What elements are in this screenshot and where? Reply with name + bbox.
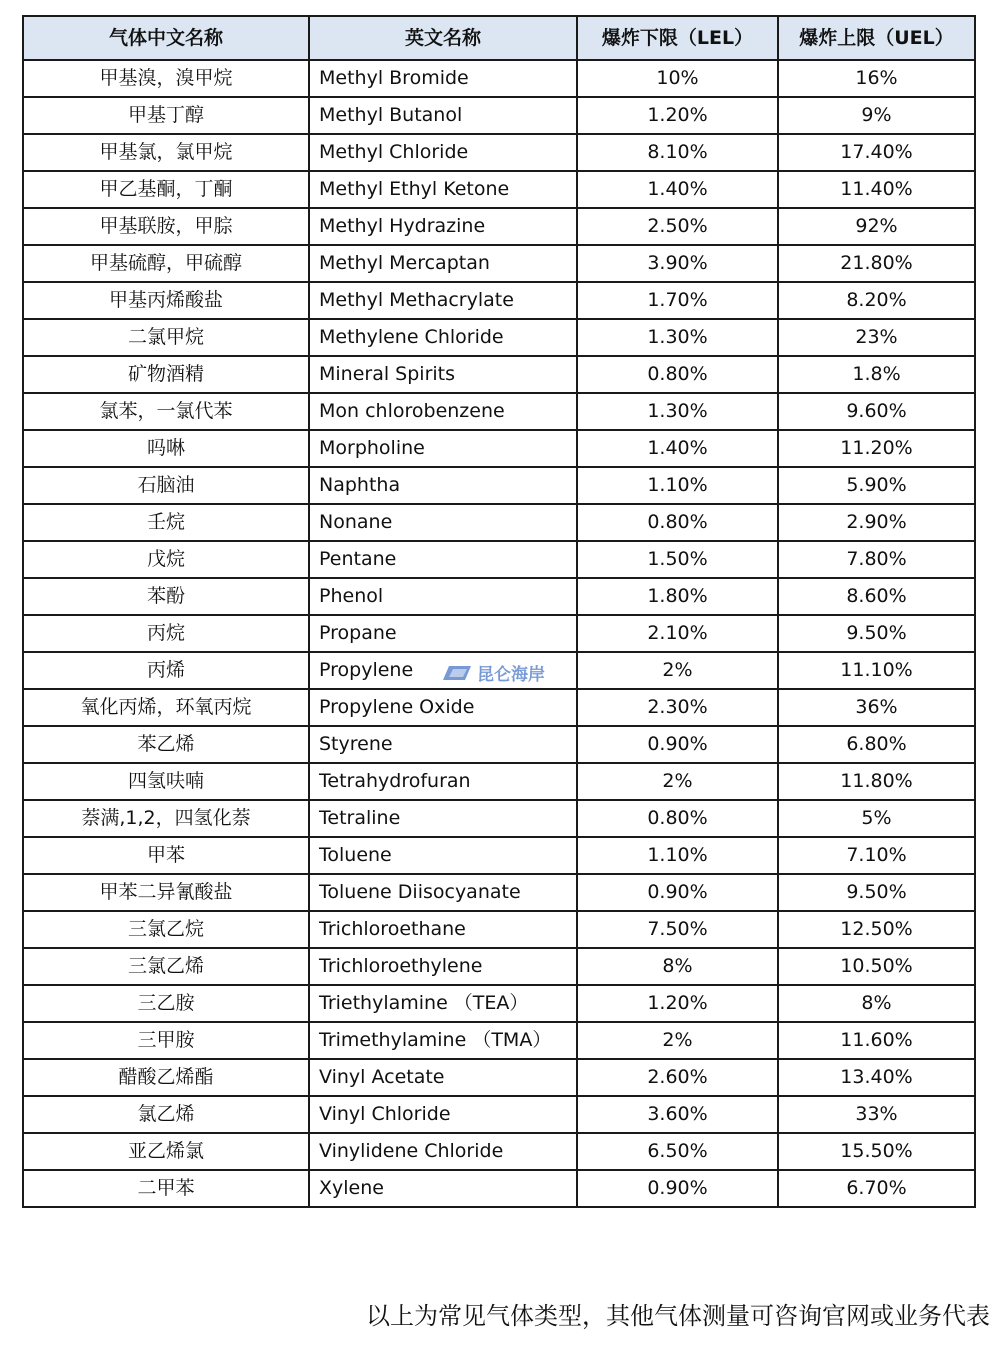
table-row <box>23 430 975 467</box>
cell-uel: 17.40% <box>778 134 975 171</box>
cell-uel: 7.80% <box>778 541 975 578</box>
cell-lel: 7.50% <box>577 911 778 948</box>
table-row <box>23 1022 975 1059</box>
cell-uel: 12.50% <box>778 911 975 948</box>
table-row <box>23 615 975 652</box>
table-row <box>23 356 975 393</box>
cell-cn-name: 丙烷 <box>23 615 309 652</box>
cell-lel: 1.30% <box>577 319 778 356</box>
watermark <box>443 660 545 685</box>
table-row <box>23 763 975 800</box>
cell-en-name: Methyl Ethyl Ketone <box>309 171 577 208</box>
cell-en-name: Propylene Oxide <box>309 689 577 726</box>
cell-lel: 3.90% <box>577 245 778 282</box>
table-row <box>23 171 975 208</box>
cell-cn-name: 亚乙烯氯 <box>23 1133 309 1170</box>
cell-uel: 9% <box>778 97 975 134</box>
cell-lel: 1.70% <box>577 282 778 319</box>
table-row <box>23 541 975 578</box>
cell-uel: 9.50% <box>778 874 975 911</box>
cell-uel: 11.10% <box>778 652 975 689</box>
cell-en-name: Propylene <box>309 652 577 689</box>
cell-lel: 0.80% <box>577 504 778 541</box>
cell-uel: 21.80% <box>778 245 975 282</box>
footer-note: 以上为常见气体类型，其他气体测量可咨询官网或业务代表 <box>366 1302 990 1330</box>
table-row <box>23 1170 975 1207</box>
table-row <box>23 504 975 541</box>
cell-uel: 8.20% <box>778 282 975 319</box>
cell-uel: 9.60% <box>778 393 975 430</box>
cell-cn-name: 丙烯 <box>23 652 309 689</box>
cell-en-name: Vinyl Chloride <box>309 1096 577 1133</box>
cell-uel: 16% <box>778 60 975 97</box>
cell-uel: 23% <box>778 319 975 356</box>
table-row <box>23 911 975 948</box>
cell-cn-name: 三乙胺 <box>23 985 309 1022</box>
cell-lel: 1.80% <box>577 578 778 615</box>
cell-cn-name: 甲乙基酮，丁酮 <box>23 171 309 208</box>
cell-en-name: Methylene Chloride <box>309 319 577 356</box>
cell-en-name: Triethylamine （TEA） <box>309 985 577 1022</box>
table-row <box>23 726 975 763</box>
cell-lel: 1.20% <box>577 97 778 134</box>
table-row <box>23 467 975 504</box>
cell-cn-name: 二甲苯 <box>23 1170 309 1207</box>
header-cn-name: 气体中文名称 <box>23 16 309 60</box>
header-en-name: 英文名称 <box>309 16 577 60</box>
cell-cn-name: 氯苯，一氯代苯 <box>23 393 309 430</box>
cell-en-name: Vinyl Acetate <box>309 1059 577 1096</box>
cell-uel: 11.20% <box>778 430 975 467</box>
cell-en-name: Methyl Butanol <box>309 97 577 134</box>
cell-uel: 9.50% <box>778 615 975 652</box>
cell-en-name: Mineral Spirits <box>309 356 577 393</box>
cell-en-name: Tetrahydrofuran <box>309 763 577 800</box>
cell-uel: 8% <box>778 985 975 1022</box>
table-row <box>23 245 975 282</box>
table-header <box>23 16 975 60</box>
cell-en-name: Xylene <box>309 1170 577 1207</box>
cell-lel: 0.80% <box>577 356 778 393</box>
cell-en-name: Vinylidene Chloride <box>309 1133 577 1170</box>
cell-uel: 6.70% <box>778 1170 975 1207</box>
cell-en-name: Toluene Diisocyanate <box>309 874 577 911</box>
cell-lel: 1.20% <box>577 985 778 1022</box>
table-row <box>23 208 975 245</box>
cell-lel: 1.40% <box>577 430 778 467</box>
cell-uel: 8.60% <box>778 578 975 615</box>
cell-en-name: Propane <box>309 615 577 652</box>
cell-en-name: Pentane <box>309 541 577 578</box>
cell-cn-name: 三氯乙烷 <box>23 911 309 948</box>
cell-cn-name: 甲苯 <box>23 837 309 874</box>
table-row <box>23 282 975 319</box>
cell-cn-name: 氯乙烯 <box>23 1096 309 1133</box>
cell-en-name: Tetraline <box>309 800 577 837</box>
cell-lel: 3.60% <box>577 1096 778 1133</box>
cell-cn-name: 甲基硫醇，甲硫醇 <box>23 245 309 282</box>
cell-lel: 2% <box>577 763 778 800</box>
cell-en-name: Mon chlorobenzene <box>309 393 577 430</box>
cell-lel: 2.60% <box>577 1059 778 1096</box>
cell-lel: 2.30% <box>577 689 778 726</box>
table-row <box>23 60 975 97</box>
cell-uel: 15.50% <box>778 1133 975 1170</box>
cell-uel: 36% <box>778 689 975 726</box>
cell-en-name: Methyl Mercaptan <box>309 245 577 282</box>
cell-cn-name: 甲基丁醇 <box>23 97 309 134</box>
table-row <box>23 874 975 911</box>
cell-lel: 1.40% <box>577 171 778 208</box>
cell-uel: 2.90% <box>778 504 975 541</box>
table-row <box>23 578 975 615</box>
cell-en-name: Trichloroethane <box>309 911 577 948</box>
cell-lel: 2.50% <box>577 208 778 245</box>
cell-cn-name: 石脑油 <box>23 467 309 504</box>
cell-lel: 0.80% <box>577 800 778 837</box>
table-row <box>23 837 975 874</box>
cell-en-name: Methyl Hydrazine <box>309 208 577 245</box>
cell-lel: 1.50% <box>577 541 778 578</box>
cell-uel: 10.50% <box>778 948 975 985</box>
cell-cn-name: 四氢呋喃 <box>23 763 309 800</box>
table-row <box>23 689 975 726</box>
cell-uel: 7.10% <box>778 837 975 874</box>
cell-lel: 0.90% <box>577 874 778 911</box>
header-uel: 爆炸上限（UEL） <box>778 16 975 60</box>
cell-uel: 11.60% <box>778 1022 975 1059</box>
cell-lel: 6.50% <box>577 1133 778 1170</box>
cell-uel: 11.80% <box>778 763 975 800</box>
cell-lel: 8% <box>577 948 778 985</box>
table-row <box>23 393 975 430</box>
table-row <box>23 1096 975 1133</box>
cell-uel: 1.8% <box>778 356 975 393</box>
cell-lel: 2.10% <box>577 615 778 652</box>
table-row <box>23 948 975 985</box>
cell-cn-name: 苯酚 <box>23 578 309 615</box>
cell-cn-name: 甲基联胺，甲腙 <box>23 208 309 245</box>
table-row <box>23 134 975 171</box>
table-row <box>23 1059 975 1096</box>
cell-lel: 1.30% <box>577 393 778 430</box>
cell-cn-name: 醋酸乙烯酯 <box>23 1059 309 1096</box>
cell-uel: 11.40% <box>778 171 975 208</box>
cell-cn-name: 三甲胺 <box>23 1022 309 1059</box>
cell-en-name: Methyl Methacrylate <box>309 282 577 319</box>
cell-en-name: Naphtha <box>309 467 577 504</box>
cell-cn-name: 矿物酒精 <box>23 356 309 393</box>
header-row <box>23 16 975 60</box>
header-lel: 爆炸下限（LEL） <box>577 16 778 60</box>
cell-cn-name: 苯乙烯 <box>23 726 309 763</box>
table-row <box>23 1133 975 1170</box>
cell-cn-name: 甲基溴，溴甲烷 <box>23 60 309 97</box>
cell-cn-name: 萘满,1,2，四氢化萘 <box>23 800 309 837</box>
cell-cn-name: 氧化丙烯，环氧丙烷 <box>23 689 309 726</box>
cell-lel: 2% <box>577 652 778 689</box>
cell-en-name: Phenol <box>309 578 577 615</box>
table-row <box>23 800 975 837</box>
cell-lel: 1.10% <box>577 837 778 874</box>
cell-lel: 0.90% <box>577 1170 778 1207</box>
cell-cn-name: 甲苯二异氰酸盐 <box>23 874 309 911</box>
cell-uel: 6.80% <box>778 726 975 763</box>
cell-cn-name: 甲基氯，氯甲烷 <box>23 134 309 171</box>
table-body <box>23 60 975 1207</box>
cell-en-name: Methyl Bromide <box>309 60 577 97</box>
cell-cn-name: 壬烷 <box>23 504 309 541</box>
cell-en-name: Morpholine <box>309 430 577 467</box>
cell-lel: 10% <box>577 60 778 97</box>
gas-explosion-limits-table <box>22 15 976 1208</box>
cell-uel: 92% <box>778 208 975 245</box>
cell-en-name: Trimethylamine （TMA） <box>309 1022 577 1059</box>
cell-cn-name: 戊烷 <box>23 541 309 578</box>
cell-uel: 5% <box>778 800 975 837</box>
cell-en-name: Styrene <box>309 726 577 763</box>
watermark-text: 昆仑海岸 <box>477 665 545 685</box>
cell-uel: 13.40% <box>778 1059 975 1096</box>
cell-lel: 2% <box>577 1022 778 1059</box>
cell-lel: 8.10% <box>577 134 778 171</box>
company-logo-icon <box>443 664 473 682</box>
cell-uel: 5.90% <box>778 467 975 504</box>
cell-lel: 1.10% <box>577 467 778 504</box>
cell-en-name: Nonane <box>309 504 577 541</box>
table-row <box>23 97 975 134</box>
cell-en-name: Trichloroethylene <box>309 948 577 985</box>
cell-en-name: Methyl Chloride <box>309 134 577 171</box>
cell-uel: 33% <box>778 1096 975 1133</box>
cell-cn-name: 甲基丙烯酸盐 <box>23 282 309 319</box>
cell-en-name: Toluene <box>309 837 577 874</box>
table-row <box>23 319 975 356</box>
table-row <box>23 985 975 1022</box>
cell-cn-name: 吗啉 <box>23 430 309 467</box>
cell-cn-name: 三氯乙烯 <box>23 948 309 985</box>
cell-cn-name: 二氯甲烷 <box>23 319 309 356</box>
cell-lel: 0.90% <box>577 726 778 763</box>
